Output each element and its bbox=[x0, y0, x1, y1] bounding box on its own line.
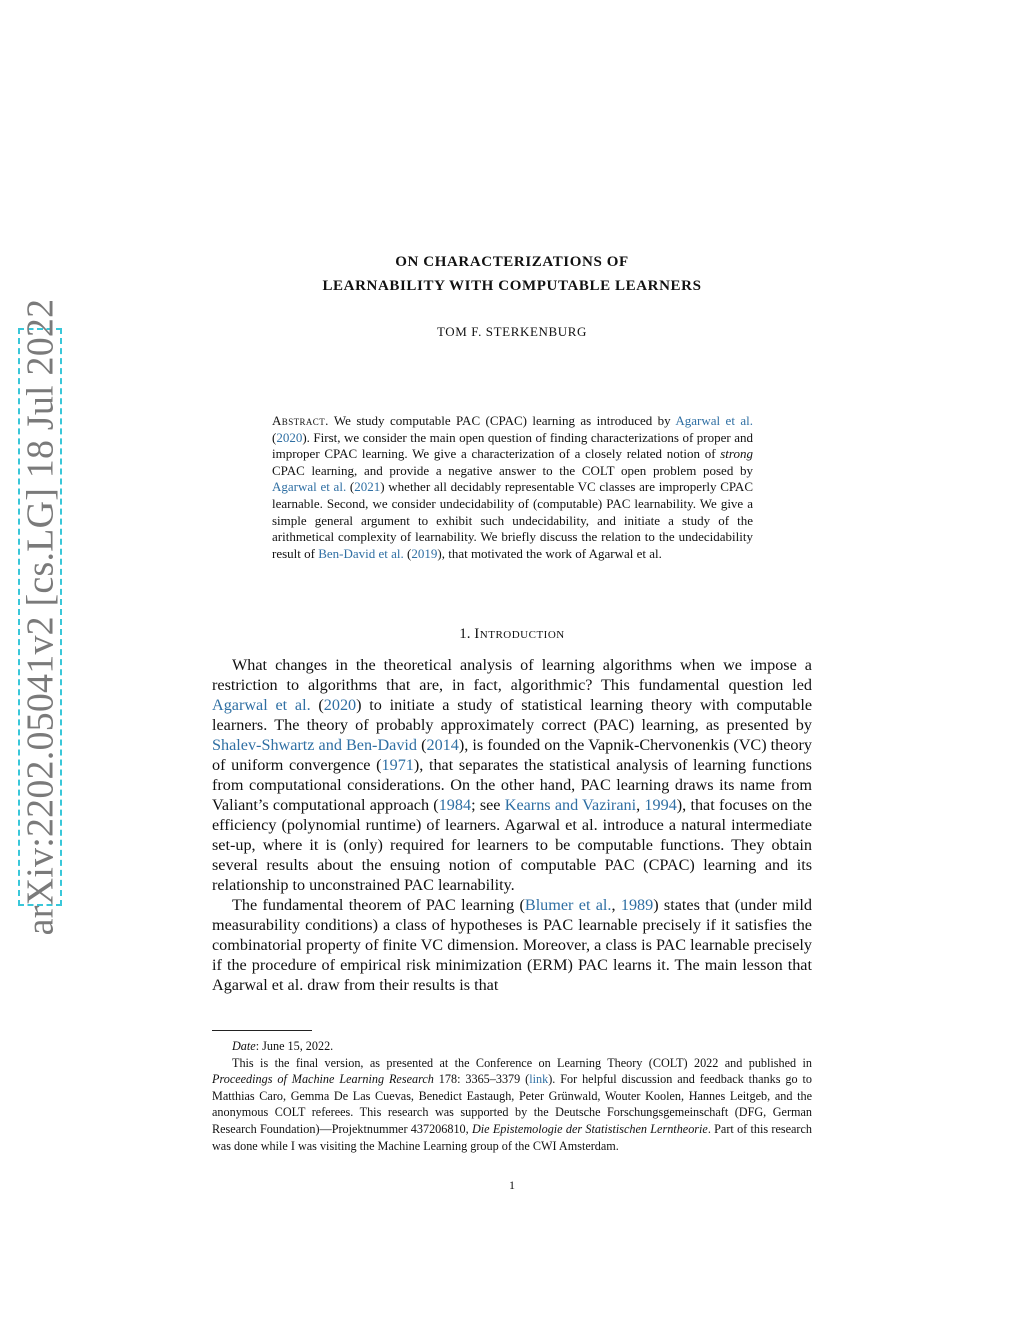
author: TOM F. STERKENBURG bbox=[436, 324, 587, 339]
abstract-text: ). First, we consider the main open question of finding characterizations of proper and improper CPAC learning. We give a characterization of a closely related notion of bbox=[272, 429, 753, 462]
abstract-text: ( bbox=[272, 429, 277, 445]
citation-year-link[interactable]: 2021 bbox=[354, 479, 381, 495]
introduction-body bbox=[212, 655, 812, 995]
project-name: Die Epistemologie der Statistischen Lerntheorie bbox=[471, 1121, 708, 1136]
abstract-emphasis: strong bbox=[720, 446, 753, 462]
paragraph bbox=[212, 655, 812, 895]
citation-year-link[interactable]: 2020 bbox=[323, 696, 357, 714]
paper-title bbox=[212, 250, 812, 298]
arxiv-id[interactable]: arXiv:2202.05041v2 [cs.LG] 18 Jul 2022 bbox=[19, 298, 61, 936]
citation-link[interactable]: Blumer et al. bbox=[524, 896, 612, 914]
footnote-text: . Part of this research was done while I was visiting the Machine Learning group of the CWI Amsterdam. bbox=[212, 1121, 812, 1153]
abstract bbox=[272, 413, 753, 562]
citation-link[interactable]: Shalev-Shwartz and Ben-David bbox=[212, 736, 418, 754]
citation-link[interactable]: Kearns and Vazirani bbox=[504, 796, 637, 814]
paragraph bbox=[212, 895, 812, 995]
citation-year-link[interactable]: 2019 bbox=[411, 545, 438, 561]
arxiv-stamp bbox=[19, 298, 61, 936]
date-label: Date bbox=[232, 1039, 256, 1053]
abstract-text: ( bbox=[403, 545, 412, 561]
body-text: ) states that (under mild measurability conditions) a class of hypotheses is PAC learnable precisely if it satisfies the combinatorial property of finite VC dimension. Moreover, a class is PAC learnable precisely if the procedure of empirical risk minimization (ERM) PAC learns it. The main lesson that Agarwal et al. draw from their results is that bbox=[212, 896, 813, 994]
citation-link[interactable]: Agarwal et al. bbox=[272, 479, 347, 495]
abstract-text: CPAC learning, and provide a negative answer to the COLT open problem posed by bbox=[272, 462, 753, 478]
body-text: , bbox=[611, 896, 621, 914]
footnote-text: This is the final version, as presented at the Conference on Learning Theory (COLT) 2022 and published in bbox=[232, 1055, 812, 1070]
abstract-label: Abstract. bbox=[272, 413, 329, 428]
body-text: , bbox=[636, 796, 645, 814]
body-text: What changes in the theoretical analysis of learning algorithms when we impose a restriction to algorithms that are, in fact, algorithmic? This fundamental question led bbox=[212, 656, 812, 694]
body-text: ), is founded on the Vapnik-Chervonenkis (VC) theory of uniform convergence ( bbox=[212, 736, 812, 774]
citation-year-link[interactable]: 2020 bbox=[276, 429, 303, 445]
section-heading bbox=[212, 626, 812, 643]
citation-year-link[interactable]: 1989 bbox=[620, 896, 654, 914]
citation-link[interactable]: Agarwal et al. bbox=[675, 413, 753, 428]
body-text: ; see bbox=[471, 796, 505, 814]
body-text: ) to initiate a study of statistical learning theory with computable learners. The theory of probably approximately correct (PAC) learning, as presented by bbox=[212, 696, 812, 734]
abstract-text: We study computable PAC (CPAC) learning as introduced by bbox=[328, 413, 676, 428]
publication-link[interactable]: link bbox=[529, 1072, 549, 1087]
body-text: ( bbox=[310, 696, 324, 714]
abstract-text: ), that motivated the work of Agarwal et al. bbox=[437, 545, 662, 561]
section-number: 1. bbox=[459, 626, 471, 642]
date-value: : June 15, 2022. bbox=[255, 1039, 334, 1053]
journal-name: Proceedings of Machine Learning Research bbox=[212, 1072, 434, 1087]
footnote-text: ). For helpful discussion and feedback thanks go to Matthias Caro, Gemma De Las Cuevas, Benedict Eastaugh, Peter Grünwald, Wouter Koolen, Hannes Leitgeb, and the anonymous COLT referees. This research was supported by the Deutsche Forschungsgemeinschaft (DFG, German Research Foundation)—Projektnummer 437206810, bbox=[212, 1072, 813, 1136]
footnote-date bbox=[212, 1038, 812, 1055]
section-title: Introduction bbox=[474, 626, 565, 642]
citation-year-link[interactable]: 1984 bbox=[438, 796, 472, 814]
body-text: ), that focuses on the efficiency (polynomial runtime) of learners. Agarwal et al. introduce a natural intermediate set-up, where it is (only) required for learners to be computable functions. They obtain several results about the ensuing notion of computable PAC (CPAC) learning and its relationship to unconstrained PAC learnability. bbox=[212, 796, 812, 894]
body-text: ( bbox=[417, 736, 427, 754]
citation-link[interactable]: Agarwal et al. bbox=[212, 696, 311, 714]
citation-year-link[interactable]: 1994 bbox=[644, 796, 677, 814]
body-text: ), that separates the statistical analysis of learning functions from computational considerations. On the other hand, PAC learning draws its name from Valiant’s computational approach ( bbox=[212, 756, 812, 814]
body-text: The fundamental theorem of PAC learning ( bbox=[232, 896, 525, 914]
title-line-1: ON CHARACTERIZATIONS OF bbox=[395, 254, 629, 270]
abstract-text: ) whether all decidably representable VC classes are improperly CPAC learnable. Second, we consider undecidability of (computable) PAC learnability. We give a simple general argument to exhibit such undecidability, and initiate a study of the arithmetical complexity of learnability. We briefly discuss the relation to the undecidability result of bbox=[272, 479, 753, 561]
footnote-rule bbox=[212, 1030, 312, 1031]
footnotes bbox=[212, 1038, 812, 1154]
title-line-2: LEARNABILITY WITH COMPUTABLE LEARNERS bbox=[322, 278, 702, 294]
citation-link[interactable]: Ben-David et al. bbox=[318, 545, 404, 561]
footnote-text: 178: 3365–3379 ( bbox=[433, 1072, 530, 1087]
citation-year-link[interactable]: 2014 bbox=[426, 736, 459, 754]
footnote-acknowledgements bbox=[212, 1055, 812, 1155]
citation-year-link[interactable]: 1971 bbox=[381, 756, 414, 774]
abstract-text: ( bbox=[346, 479, 355, 495]
page-number: 1 bbox=[509, 1178, 515, 1192]
